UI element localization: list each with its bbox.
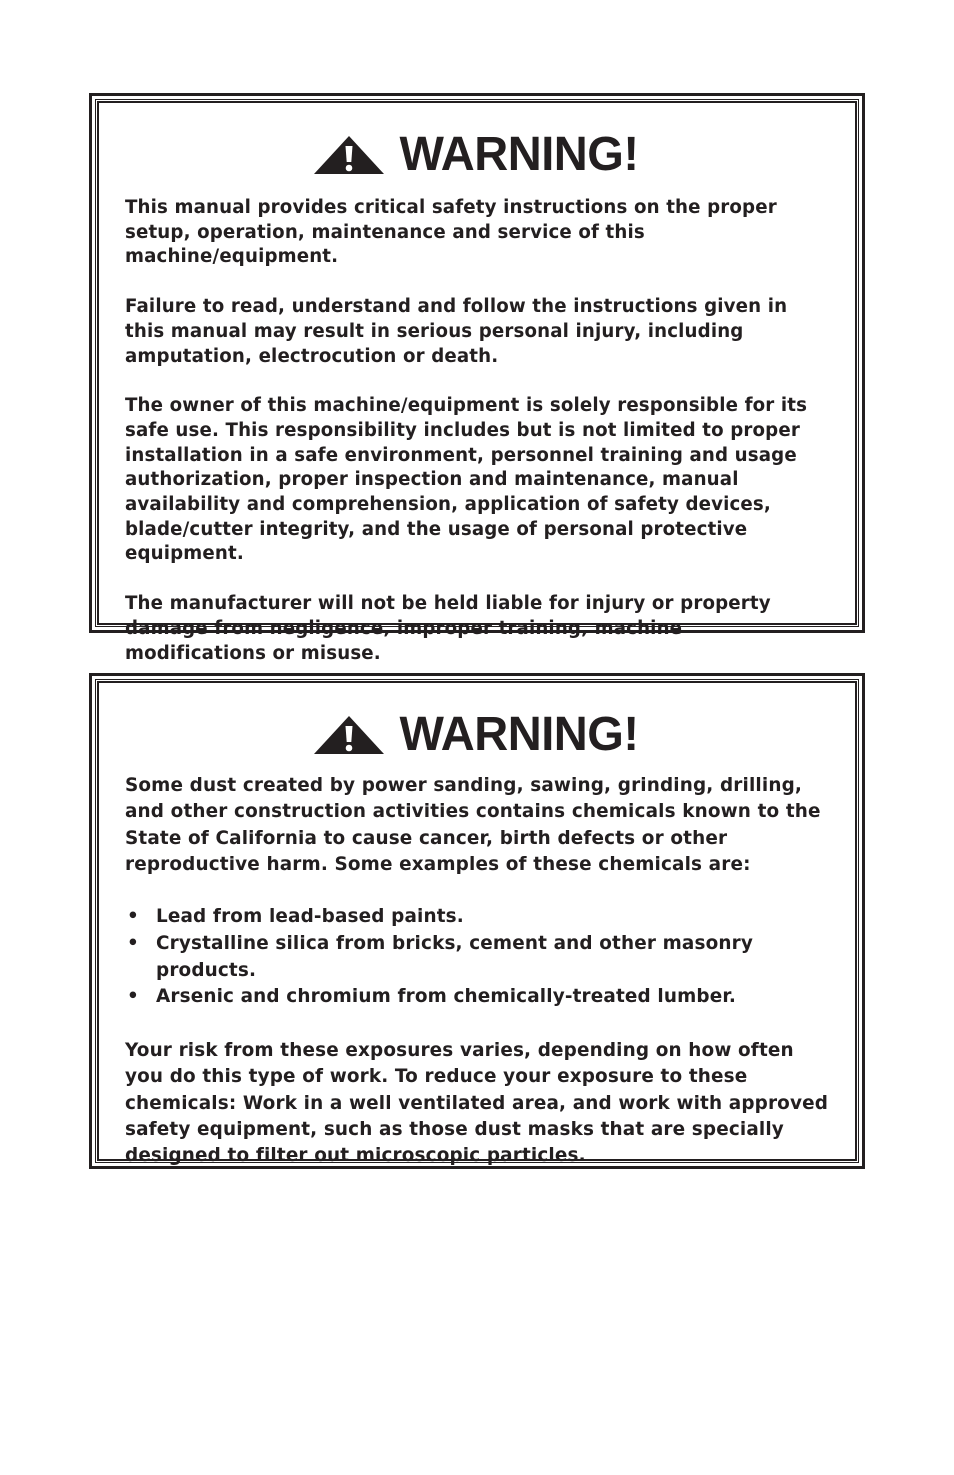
dust-closing-paragraph: Your risk from these exposures varies, depending on how often you do this type of work. To reduce your exposure to these chemicals: Work in a well ventilated area, and work with approved safety equipment, such as those dust masks that are specially designed to filter out microscopic particles. — [125, 1040, 829, 1167]
manual-paragraph: Failure to read, understand and follow the instructions given in this manual may result in serious personal injury, including amputation, electrocution or death. — [125, 296, 788, 367]
bullet-icon: • — [127, 906, 139, 928]
warning-heading — [125, 128, 829, 181]
dust-intro-paragraph: Some dust created by power sanding, sawing, grinding, drilling, and other construction activities contains chemicals known to the State of California to cause cancer, birth defects or other reproductive harm. Some examples of these chemicals are: — [125, 775, 821, 875]
warning-heading — [125, 708, 829, 761]
chemical-list — [125, 904, 829, 1011]
warning-box-manual — [89, 93, 865, 664]
bullet-icon: • — [127, 932, 139, 954]
warning-triangle-icon — [313, 715, 385, 755]
warning-triangle-icon — [313, 135, 385, 175]
warning-title: WARNING! — [399, 128, 639, 181]
list-item: • Lead from lead-based paints. — [125, 904, 829, 931]
manual-paragraph: This manual provides critical safety instructions on the proper setup, operation, maintenance and service of this machine/equipment. — [125, 197, 777, 268]
bullet-icon: • — [127, 986, 139, 1008]
warning-box-dust — [89, 673, 865, 1169]
warning-title: WARNING! — [399, 708, 639, 761]
manual-paragraph: The manufacturer will not be held liable for injury or property damage from negligence, improper training, machine modifications or misuse. — [125, 593, 771, 664]
list-item: • Crystalline silica from bricks, cement and other masonry products. — [127, 932, 753, 981]
manual-paragraph: The owner of this machine/equipment is solely responsible for its safe use. This responsibility includes but is not limited to proper installation in a safe environment, personnel training and usage authorization, proper inspection and maintenance, manual availability and comprehension, application of safety devices, blade/cutter integrity, and the usage of personal protective equipment. — [125, 395, 808, 565]
list-item: • Arsenic and chromium from chemically-treated lumber. — [125, 984, 829, 1011]
